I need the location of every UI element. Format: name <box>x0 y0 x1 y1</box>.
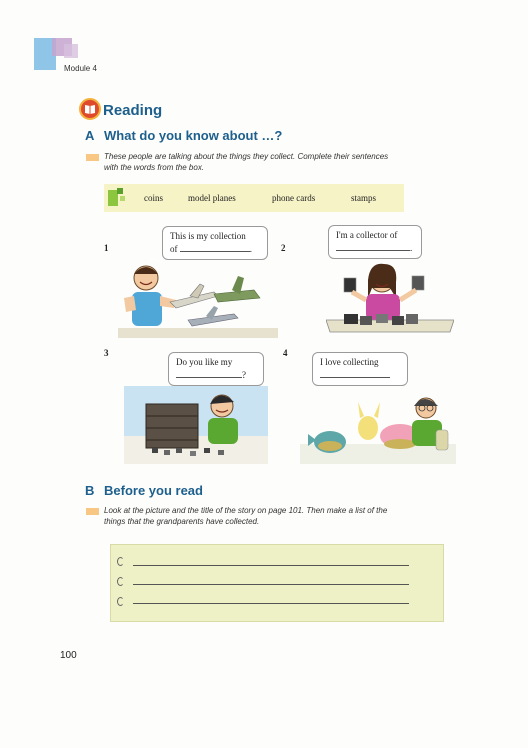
answer-line-2[interactable] <box>133 584 409 585</box>
page-number: 100 <box>60 650 77 661</box>
speech-bubble-3 <box>168 352 264 386</box>
scene-1-model-planes <box>118 258 278 338</box>
answer-blank-2[interactable] <box>336 250 410 251</box>
bubble-3-line1: Do you like my <box>176 357 233 367</box>
answer-line-3[interactable] <box>133 603 409 604</box>
section-a-letter: A <box>85 128 95 143</box>
section-a-instruction-line2: with the words from the box. <box>104 163 205 172</box>
section-b-title: Before you read <box>104 483 203 498</box>
bubble-4-line1: I love collecting <box>320 357 379 367</box>
section-b-letter: B <box>85 483 95 498</box>
scene-2-phone-cards <box>326 258 454 340</box>
answer-list-box <box>110 544 444 622</box>
item-1-number: 1 <box>104 243 109 253</box>
instruction-marker <box>86 508 99 515</box>
word-model-planes: model planes <box>188 193 236 203</box>
ring-binder-icon <box>117 557 124 566</box>
item-3-number: 3 <box>104 348 109 358</box>
scene-3-stamps <box>124 386 268 464</box>
answer-blank-4[interactable] <box>320 377 390 378</box>
answer-blank-1[interactable] <box>180 251 250 252</box>
reading-title: Reading <box>103 102 163 119</box>
section-a-instruction-line1: These people are talking about the things they collect. Complete their sentences <box>104 152 389 161</box>
section-b-instruction <box>104 505 454 527</box>
item-2-number: 2 <box>281 243 286 253</box>
section-b-instruction-line2: things that the grandparents have collected. <box>104 517 260 526</box>
section-b-instruction-line1: Look at the picture and the title of the story on page 101. Then make a list of the <box>104 506 388 515</box>
speech-bubble-2: I'm a collector of . <box>328 225 422 259</box>
bubble-1-line1: This is my collection <box>170 231 246 241</box>
ring-binder-icon <box>117 597 124 606</box>
module-label: Module 4 <box>64 64 97 73</box>
word-box <box>104 184 404 212</box>
speech-bubble-4 <box>312 352 408 386</box>
word-stamps: stamps <box>351 193 377 203</box>
instruction-marker <box>86 154 99 161</box>
section-a-title: What do you know about …? <box>104 128 283 143</box>
answer-line-1[interactable] <box>133 565 409 566</box>
answer-blank-3[interactable] <box>176 377 242 378</box>
ring-binder-icon <box>117 577 124 586</box>
word-coins: coins <box>144 193 163 203</box>
scene-4-coins <box>300 386 456 464</box>
bubble-1-line2: of <box>170 244 178 254</box>
bubble-3-line2: ? <box>242 370 246 380</box>
speech-bubble-1: This is my collection of . <box>162 226 268 260</box>
section-a-instruction <box>104 151 444 173</box>
word-phone-cards: phone cards <box>272 193 316 203</box>
bubble-2-line1: I'm a collector of <box>336 230 398 240</box>
book-icon <box>79 98 101 120</box>
item-4-number: 4 <box>283 348 288 358</box>
